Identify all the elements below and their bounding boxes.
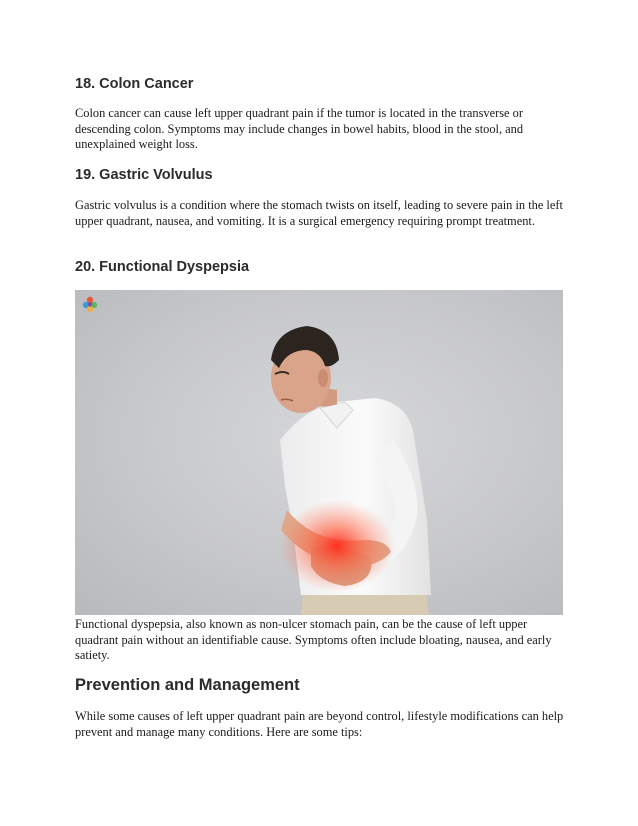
- prevention-heading: Prevention and Management: [75, 676, 300, 694]
- section-heading-gastric-volvulus: 19. Gastric Volvulus: [75, 167, 213, 183]
- man-holding-stomach-in-pain-photo: [75, 290, 563, 615]
- prevention-body: While some causes of left upper quadrant pain are beyond control, lifestyle modifications can help prevent and manage many conditions. Here are some tips:: [75, 709, 564, 739]
- section-heading-colon-cancer: 18. Colon Cancer: [75, 76, 194, 92]
- stomach-pain-photo: [75, 290, 563, 615]
- section-body-gastric-volvulus: Gastric volvulus is a condition where the stomach twists on itself, leading to severe pain in the left upper quadrant, nausea, and vomiting. It is a surgical emergency requiring prompt treatment.: [75, 198, 563, 228]
- section-body-colon-cancer: Colon cancer can cause left upper quadrant pain if the tumor is located in the transverse or descending colon. Symptoms may include changes in bowel habits, blood in the stool, and unexplained weight loss.: [75, 106, 524, 151]
- section-heading-functional-dyspepsia: 20. Functional Dyspepsia: [75, 259, 250, 275]
- section-body-functional-dyspepsia: Functional dyspepsia, also known as non-ulcer stomach pain, can be the cause of left upper quadrant pain without an identifiable cause. Symptoms often include bloating, nausea, and early satiety.: [75, 617, 552, 662]
